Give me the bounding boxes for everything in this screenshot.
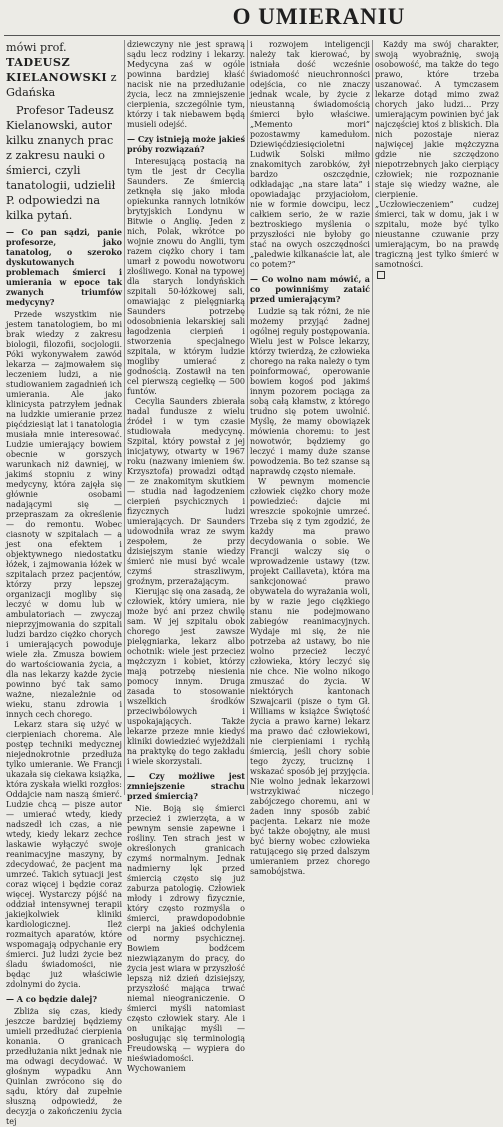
headline-rule — [4, 35, 500, 36]
question: — A co będzie dalej? — [6, 994, 122, 1004]
question: — Co wolno nam mówić, a co powinniśmy zataić przed umierającym? — [250, 274, 370, 304]
paragraph: Kierując się ona zasadą, że człowiek, który umiera, nie może być ani przez chwilę sam. W jej szpitalu obok chorego jest zawsze pielęgniarka, lekarz albo ochotnik: wiele jest przeciez mężczyzn i kobiet, którzy mają potrzebę niesienia pomocy innym. Druga zasada to stosowanie wszelkich środków przeciwbólowych i uspokajających. Także lekarze przeze mnie kiedyś kliniki dowiedzieć wyjeżdżali na praktykę do tego zakładu i wiele skorzystali. — [127, 587, 245, 766]
paragraph: Każdy ma swój charakter, swoją wyobraźnię, swoją osobowość, ma także do tego prawo, które trzeba uszanować. A tymczasem lekarze dotąd mimo zważ chorych jako ludzi… Przy umierającym powinien być jak najczęściej ktoś z bliskich. Dla nich pozostaje nieraz najwięcej jakie mężczyzna gdzie nie szczędzono niepotrzebnych jako cierpiący człowiek; nie rozpoznanie staje się wiedzy ważne, ale cierpienie. „Uczłowieczeniem” cudzej śmierci, tak w domu, jak i w szpitalu, może być tylko nieustanne czuwanie przy umierającym, bo na prawdę tragiczną jest tylko śmierć w samotności. — [375, 40, 499, 269]
paragraph: i rozwojem inteligencji należy tak kierować, by istniała dość wcześnie świadomość nieuchronności odejścia, co nie znaczy jednak wcale, by życie z nieustanną świadomością śmierci było właściwe. „Memento mori” pozostawmy kamedułom. Dziewięćdziesięcioletni Ludwik Solski miłmo znakomitych zarobków, żył bardzo oszczędnie, odkładając „na stare lata” i opowiadając przyjaciołom, nie w formie dowcipu, lecz całkiem serio, że w razie beztroskiego myślenia o przyszłości nie byłoby go stać na owych oszczędności „paledwie kilkanaście lat, ale co potem?” — [250, 40, 370, 269]
column-divider — [247, 40, 248, 795]
paragraph: Lekarz stara się użyć w cierpieniach chorema. Ale postęp techniki medycznej niejednokrotnie przedłuża tylko umieranie. We Francji ukazała się ciekawa książka, która zyskała wielki rozgłos: Oddajcie nam naszą śmierć. Ludzie chcą — pisze autor — umierać wtedy, kiedy nadszedł ich czas, a nie wtedy, kiedy lekarz zechce laskawie wyłączyć swoje reanimacyjne maszyny, by zdecydować, że pacjent ma umrzeć. Takich sytuacji jest coraz więcej i będzie coraz więcej. Wystarczy pójść na oddział intensywnej terapii jakiejkolwiek kliniki kardiologicznej. Ileż rozmaitych aparatów, które wspomagają odpychanie ery śmierci. Już ludzi życie bez śladu świadomości, nie będąc już właściwie zdolnymi do życia. — [6, 720, 122, 989]
paragraph: Cecylia Saunders zbierała nadal fundusze z wielu źródeł i w tym czasie studiowała medycynę. Szpital, który powstał z jej inicjatywy, otwarty w 1967 roku (nazwany imieniem św. Krzysztofa) prowadzi odtąd — ze znakomitym skutkiem — studia nad łagodzeniem cierpień psychicznych i fizycznych ludzi umierających. Dr Saunders udowodniła wraz ze swym zespołem, że przy dzisiejszym stanie wiedzy śmierć nie musi być wcale czymś straszliwym, groźnym, przerażającym. — [127, 397, 245, 586]
paragraph: Przede wszystkim nie jestem tanatologiem, bo mi brak wiedzy z zakresu biologii, filozofii, socjologii. Póki wykonywałem zawód lekarza — zajmowałem się leczeniem ludzi, a nie studiowaniem zagadnień ich umierania. Ale jako klinicysta patrzyłem jednak na ludzkie umieranie przez pięćdziesiąt lat i tanatologia musiała mnie interesować. Ludzie umierający bowiem obecnie w gorszych warunkach niż dawniej, w jakimś stopniu z winy medycyny, która zajęła się głównie osobami nadającymi się — przepraszam za określenie — do remontu. Wobec ciasnoty w szpitalach — a jest ona efektem i objektywnego niedostatku łóżek, i zajmowania łóżek w szpitalach przez pacjentów, którzy przy lepszej organizacji mogliby się leczyć w domu lub w ambulatoriach — zwyczaj nieprzyjmowania do szpitali ludzi bardzo ciężko chorych i umierających powoduje wiele zła. Zmusza bowiem do wartościowania życia, a dla nas lekarzy każde życie powinno być tak samo ważne, niezależnie od wieku, stanu zdrowia i innych cech chorego. — [6, 310, 122, 719]
paragraph: Ludzie są tak różni, że nie możemy przyjąć żadnej ogólnej reguły postępowania. Wielu jest w Polsce lekarzy, którzy twierdzą, że człowieka chorego na raka należy o tym poinformować, operowanie bowiem kogoś pod jakimś innym pozorem pociąga za sobą całą kłamstw, z którego trudno się potem uwolnić. Myślę, że mamy obowiązek mówienia choremu: to jest nowotwór, będziemy go leczyć i mamy duże szanse powodzenia. Bo też szanse są naprawdę często niemałe. — [250, 307, 370, 476]
column-3 — [250, 40, 370, 876]
question: — Czy istnieją może jakieś próby rozwiązań? — [127, 134, 245, 154]
article-intro — [6, 40, 122, 100]
paragraph: Nie. Boją się śmierci przecież i zwierzęta, a w pewnym sensie zapewne i rośliny. Ten strach jest w określonych granicach czymś normalnym. Jednak nadmierny lęk przed śmiercią często się już zaburza patologię. Człowiek młody i zdrowy fizycznie, który często rozmyśla o śmierci, prawdopodobnie cierpi na jakieś odchylenia od normy psychicznej. Bowiem bodźcem niezwiązanym do pracy, do życia jest wiara w przyszłość lepszą niż dzień dzisiejszy, przyszłość mająca trwać niemal nieograniczenie. O śmierci myśli natomiast często człowiek stary. Ale i on unikając myśli — posługując się terminologią Freudowską — wypiera do nieświadomości. Wychowaniem — [127, 804, 245, 1073]
question: — Co pan sądzi, panie profesorze, jako tanatolog, o szeroko dyskutowanych problemach śmierci i umierania w epoce tak zwanych triumfów medycyny? — [6, 227, 122, 307]
paragraph: Interesującą postacią na tym tle jest dr Cecylia Saunders. Ze śmiercią zetknęła się jako młoda opiekunka rannych lotników brytyjskich Londynu w Bitwie o Anglię. Jeden z nich, Polak, wkrótce po wojnie znowu do Anglii, tym razem ciężko chory i tam umarł z powodu nowotworu złośliwego. Konał na typowej dla starych londyńskich szpitali 50-łóżkowej sali, omawiając z pielęgniarką Saunders potrzebę odosobnienia lekarskiej sali łagodzenia cierpień i stworzenia specjalnego szpitala, w którym ludzie mogliby umierać z godnością. Zostawił na ten cel pierwszą cegiełkę — 500 funtów. — [127, 157, 245, 396]
paragraph: dziewczyny nie jest sprawą sądu lecz rodziny i lekarzy. Medycyna zaś w ogóle powinna bardziej kłaść nacisk nie na przedłużanie życia, lecz na zmniejszenie cierpienia, szczególnie tym, którzy i tak niebawem będą musieli odejść. — [127, 40, 245, 129]
intro-text: z Gdańska — [6, 71, 117, 99]
article-lead: Profesor Tadeusz Kielanowski, autor kilku znanych prac z zakresu nauki o śmierci, czyli tanatologii, udzielił P. odpowiedzi na kilka pytań. — [6, 104, 116, 222]
column-divider — [372, 40, 373, 795]
article-headline: O UMIERANIU — [232, 4, 406, 29]
end-of-article-mark — [377, 271, 385, 279]
paragraph: W pewnym momencie człowiek ciężko chory może powiedzieć: dajcie mi wreszcie spokojnie umrzeć. Trzeba się z tym zgodzić, że każdy ma prawo decydowania o sobie. We Francji walczy się o wprowadzenie ustawy (tzw. projekt Caillaveta), która ma sankcjonować prawo obywatela do wyrażania woli, by w razie jego ciężkiego stanu nie podejmowano zabiegów reanimacyjnych. Wydaje mi się, że nie potrzeba aż ustawy, bo nie wolno przecież leczyć człowieka, który leczyć się nie chce. Nie wolno nikogo zmuszać do życia. W niektórych kantonach Szwajcarii (pisze o tym Gł. Williams w książce Świętość życia a prawo karne) lekarz ma prawo dać człowiekowi, nie cierpieniami i rychłą śmiercią, jeśli chory sobie tego życzy, truciznę i wskazać sposób jej przyjęcia. Nie wolno jednak lekarzowi wstrzykiwać niczego zabójczego choremu, ani w żaden inny sposób zabić pacjenta. Lekarz nie może być także obojętny, ale musi być bierny wobec człowieka ratującego się przed dalszym umieraniem przez chorego samobójstwa. — [250, 477, 370, 876]
column-divider — [124, 40, 125, 795]
paragraph: Zbliża się czas, kiedy jeszcze bardziej będziemy umieli przedłużać cierpienia konania. O granicach przedłużania nikt jednak nie ma odwagi decydować. W głośnym wypadku Ann Quinlan zwrócono się do sądu, który dał zupełnie słuszną odpowiedź, że decyzja o zakończeniu życia tej — [6, 1007, 122, 1126]
question: — Czy możliwe jest zmniejszenie strachu przed śmiercią? — [127, 771, 245, 801]
intro-text: mówi prof. — [6, 41, 67, 54]
column-1 — [6, 40, 122, 1126]
column-4 — [375, 40, 499, 795]
author-name: TADEUSZ KIELANOWSKI — [6, 55, 108, 84]
column-2 — [127, 40, 245, 1073]
